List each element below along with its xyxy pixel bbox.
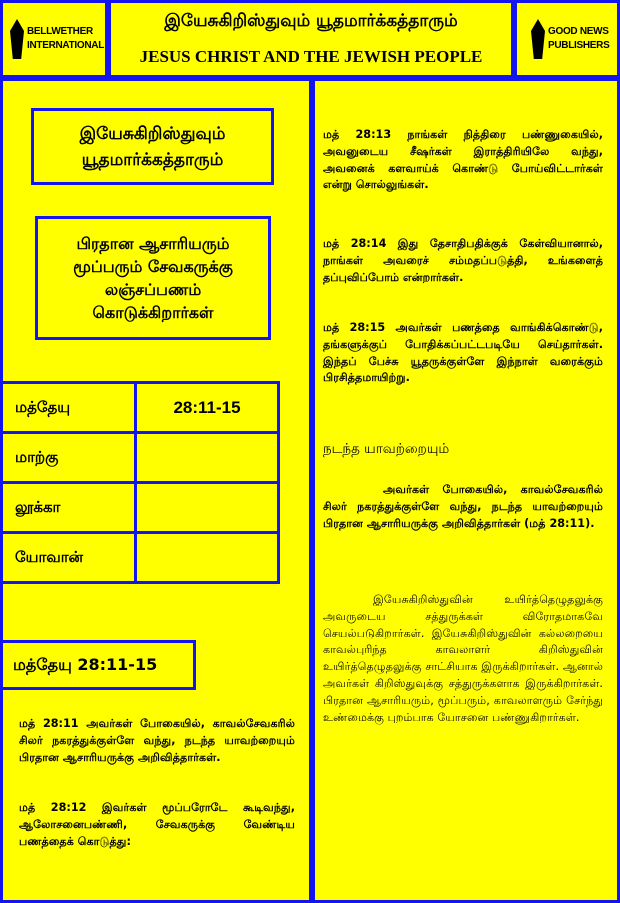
ref-book: மத்தேயு	[2, 383, 136, 433]
ref-verse: 28:11-15	[136, 383, 279, 433]
book-icon	[531, 19, 545, 59]
logo-line-1: BELLWETHER	[27, 26, 93, 37]
verse-paragraph: மத் 28:12 இவர்கள் மூப்பரோடே கூடிவந்து, ஆலோசனைபண்ணி, சேவகருக்கு வேண்டிய பணத்தைக் கொடுத்து:	[19, 801, 295, 848]
section-heading: நடந்த யாவற்றையும்	[323, 441, 450, 457]
topic-line: பிரதான ஆசாரியரும்	[76, 234, 230, 253]
commentary-paragraph: இயேசுகிறிஸ்துவின் உயிர்த்தெழுதலுக்கு அவருடைய சத்துருக்கள் விரோதமாகவே செயல்படுகிறார்கள். இயேசுகிறிஸ்துவின் கல்லறையை காவல்புரிந்த காவலாளர் கிறிஸ்துவின் உயிர்த்தெழுதலுக்கு சாட்சியாக இருக்கிறார்கள். ஆனால் அவர்கள் கிறிஸ்துவுக்கு சத்துருக்களாக இருக்கிறார்கள். பிரதான ஆசாரியரும், மூப்பரும், காவலாளரும் சேர்ந்து உண்மைக்கு புறம்பாக யோசனை பண்ணுகிறார்கள்.	[323, 593, 603, 724]
logo-line-2: PUBLISHERS	[548, 40, 610, 51]
logo-line-2: INTERNATIONAL	[27, 40, 105, 51]
topic-line: மூப்பரும் சேவகருக்கு	[73, 257, 233, 276]
publisher-logo-right	[514, 0, 620, 78]
topic-line: கொடுக்கிறார்கள்	[92, 303, 214, 322]
ref-book: யோவான்	[2, 533, 136, 583]
book-title-line: இயேசுகிறிஸ்துவும்	[79, 124, 226, 144]
verse-paragraph: மத் 28:15 அவர்கள் பணத்தை வாங்கிக்கொண்டு, தங்களுக்குப் போதிக்கப்பட்டபடியே செய்தார்கள். இந்தப் பேச்சு யூதருக்குள்ளே இந்நாள் வரைக்கும் பிரசித்தமாயிற்று.	[323, 321, 603, 385]
header-title-tamil: இயேசுகிறிஸ்துவும் யூதமார்க்கத்தாரும்	[164, 11, 458, 31]
passage-reference: மத்தேயு 28:11-15	[0, 640, 196, 690]
table-row	[2, 533, 279, 583]
ref-book: லூக்கா	[2, 483, 136, 533]
book-title-box	[31, 108, 274, 185]
ref-verse	[136, 483, 279, 533]
topic-line: லஞ்சப்பணம்	[104, 280, 202, 299]
verse-paragraph: மத் 28:11 அவர்கள் போகையில், காவல்சேவகரில் சிலர் நகரத்துக்குள்ளே வந்து, நடந்த யாவற்றையும் பிரதான ஆசாரியருக்கு அறிவித்தார்கள்.	[19, 717, 295, 764]
book-title-line: யூதமார்க்கத்தாரும்	[81, 150, 224, 170]
table-row	[2, 383, 279, 433]
bell-icon	[10, 19, 24, 59]
header-title-english: JESUS CHRIST AND THE JEWISH PEOPLE	[139, 47, 483, 66]
reference-table	[0, 381, 280, 584]
section-paragraph: அவர்கள் போகையில், காவல்சேவகரில் சிலர் நகரத்துக்குள்ளே வந்து, நடந்த யாவற்றையும் பிரதான ஆசாரியருக்கு அறிவித்தார்கள் (மத் 28:11).	[323, 483, 603, 530]
ref-verse	[136, 433, 279, 483]
topic-box	[35, 216, 271, 340]
publisher-logo-left	[0, 0, 108, 78]
ref-verse	[136, 533, 279, 583]
ref-book: மாற்கு	[2, 433, 136, 483]
verse-paragraph: மத் 28:14 இது தேசாதிபதிக்குக் கேள்வியானால், நாங்கள் அவரைச் சம்மதப்படுத்தி, உங்களைத் தப்புவிப்போம் என்றார்கள்.	[323, 237, 603, 284]
logo-line-1: GOOD NEWS	[548, 26, 609, 37]
header-title-box	[108, 0, 514, 78]
verse-paragraph: மத் 28:13 நாங்கள் நித்திரை பண்ணுகையில், அவனுடைய சீஷர்கள் இராத்திரியிலே வந்து, அவனைக் களவாய்க் கொண்டு போய்விட்டார்கள் என்று சொல்லுங்கள்.	[323, 128, 603, 192]
table-row	[2, 483, 279, 533]
table-row	[2, 433, 279, 483]
